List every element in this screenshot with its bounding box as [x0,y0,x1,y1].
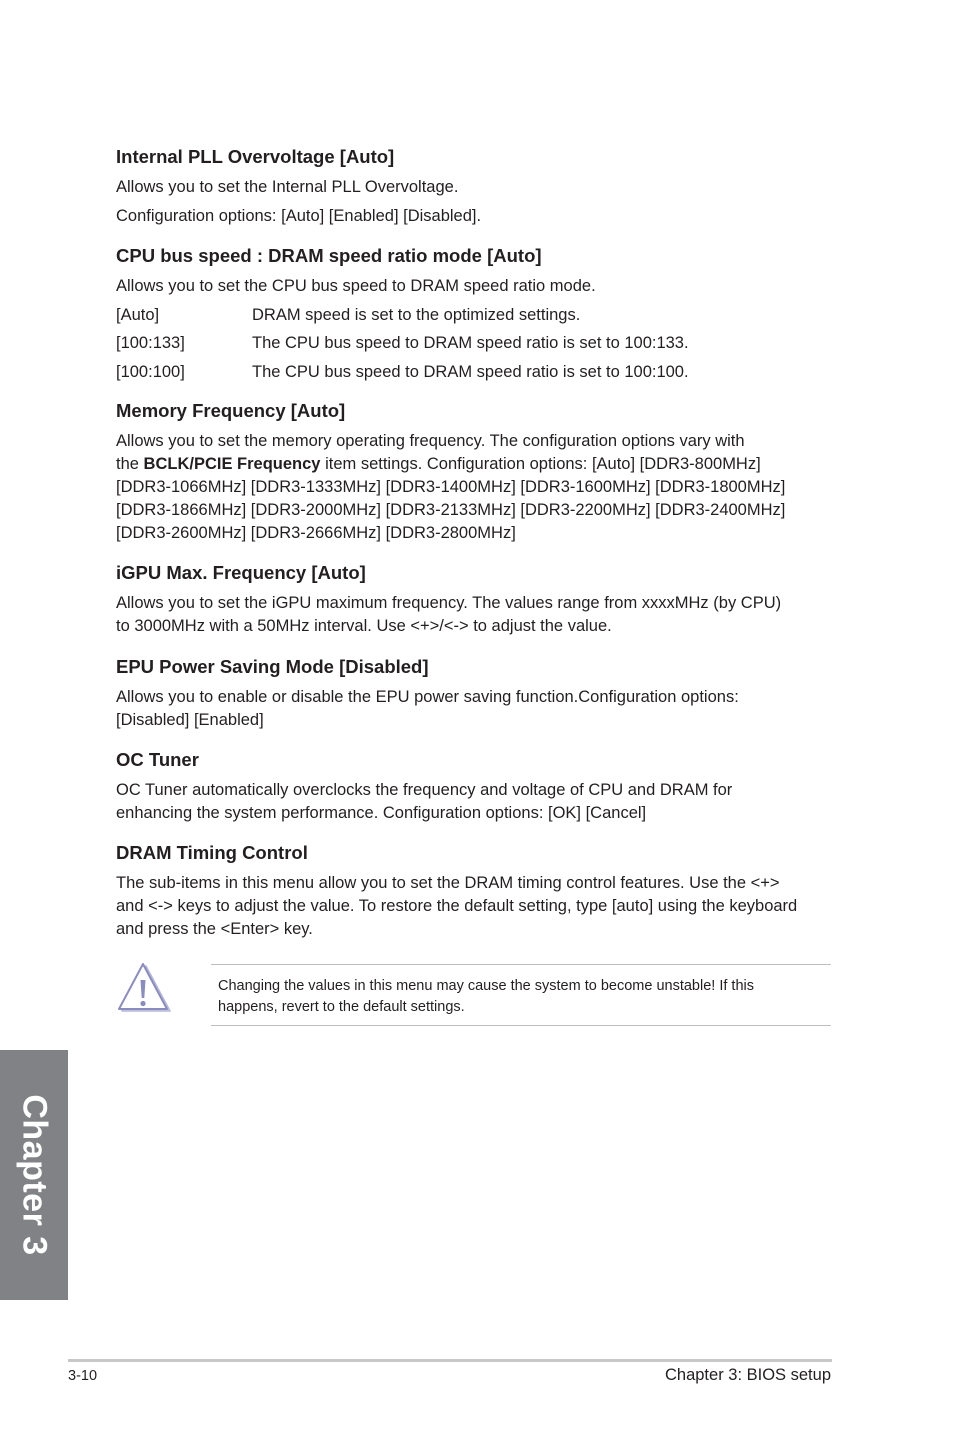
chapter-side-tab [0,1050,68,1300]
footer-page-number: 3-10 [68,1368,98,1384]
text-dram-line2: and <-> keys to adjust the value. To restore the default setting, type [auto] using the keyboard [116,897,798,915]
option-key: [100:100] [116,363,185,381]
option-desc: The CPU bus speed to DRAM speed ratio is set to 100:133. [252,334,689,352]
warning-note-box [211,964,831,1026]
option-key: [Auto] [116,306,160,324]
heading-igpu-max-frequency: iGPU Max. Frequency [Auto] [116,562,366,583]
heading-dram-timing-control: DRAM Timing Control [116,842,308,863]
warning-triangle-icon [116,963,172,1015]
text-igpu-line2: to 3000MHz with a 50MHz interval. Use <+>/<-> to adjust the value. [116,617,612,635]
text-epu-line1: Allows you to enable or disable the EPU power saving function.Configuration options: [116,688,739,706]
text-igpu-line1: Allows you to set the iGPU maximum frequency. The values range from xxxxMHz (by CPU) [116,594,782,612]
heading-memory-frequency: Memory Frequency [Auto] [116,400,346,421]
text-dram-line3: and press the <Enter> key. [116,920,313,938]
text-memory-frequency-line4: [DDR3-1866MHz] [DDR3-2000MHz] [DDR3-2133MHz] [DDR3-2200MHz] [DDR3-2400MHz] [116,501,786,519]
text-internal-pll-desc: Allows you to set the Internal PLL Overvoltage. [116,178,459,196]
warning-text [218,976,754,1018]
warning-line1: Changing the values in this menu may cause the system to become unstable! If this [218,978,754,994]
text-memory-frequency-line2 [116,453,761,477]
heading-epu-power-saving: EPU Power Saving Mode [Disabled] [116,656,429,677]
text-oc-tuner-line2: enhancing the system performance. Configuration options: [OK] [Cancel] [116,804,647,822]
option-desc: The CPU bus speed to DRAM speed ratio is set to 100:100. [252,363,689,381]
option-row-100-133 [116,332,689,355]
option-desc: DRAM speed is set to the optimized settings. [252,306,581,324]
text-memory-frequency-line5: [DDR3-2600MHz] [DDR3-2666MHz] [DDR3-2800MHz] [116,524,516,542]
text-memory-frequency-line3: [DDR3-1066MHz] [DDR3-1333MHz] [DDR3-1400MHz] [DDR3-1600MHz] [DDR3-1800MHz] [116,478,786,496]
heading-internal-pll: Internal PLL Overvoltage [Auto] [116,146,395,167]
heading-oc-tuner: OC Tuner [116,749,199,770]
warning-line2: happens, revert to the default settings. [218,999,465,1015]
option-key: [100:133] [116,334,185,352]
text-epu-line2: [Disabled] [Enabled] [116,711,264,729]
chapter-tab-label: Chapter 3 [15,1094,54,1256]
footer-chapter-title: Chapter 3: BIOS setup [664,1366,831,1384]
bclk-pcie-frequency-term: BCLK/PCIE Frequency [143,455,321,473]
text-memory-frequency-line1: Allows you to set the memory operating frequency. The configuration options vary with [116,432,745,450]
text-oc-tuner-line1: OC Tuner automatically overclocks the frequency and voltage of CPU and DRAM for [116,781,733,799]
text-internal-pll-options: Configuration options: [Auto] [Enabled] [Disabled]. [116,207,482,225]
option-row-100-100 [116,361,689,384]
text-cpu-bus-ratio-desc: Allows you to set the CPU bus speed to DRAM speed ratio mode. [116,277,596,295]
heading-cpu-bus-ratio: CPU bus speed : DRAM speed ratio mode [Auto] [116,245,542,266]
footer-rule [68,1359,832,1362]
text-fragment: the [116,455,144,473]
text-dram-line1: The sub-items in this menu allow you to set the DRAM timing control features. Use the <+> [116,874,780,892]
text-fragment: item settings. Configuration options: [Auto] [DDR3-800MHz] [320,455,761,473]
option-row-auto [116,304,580,327]
